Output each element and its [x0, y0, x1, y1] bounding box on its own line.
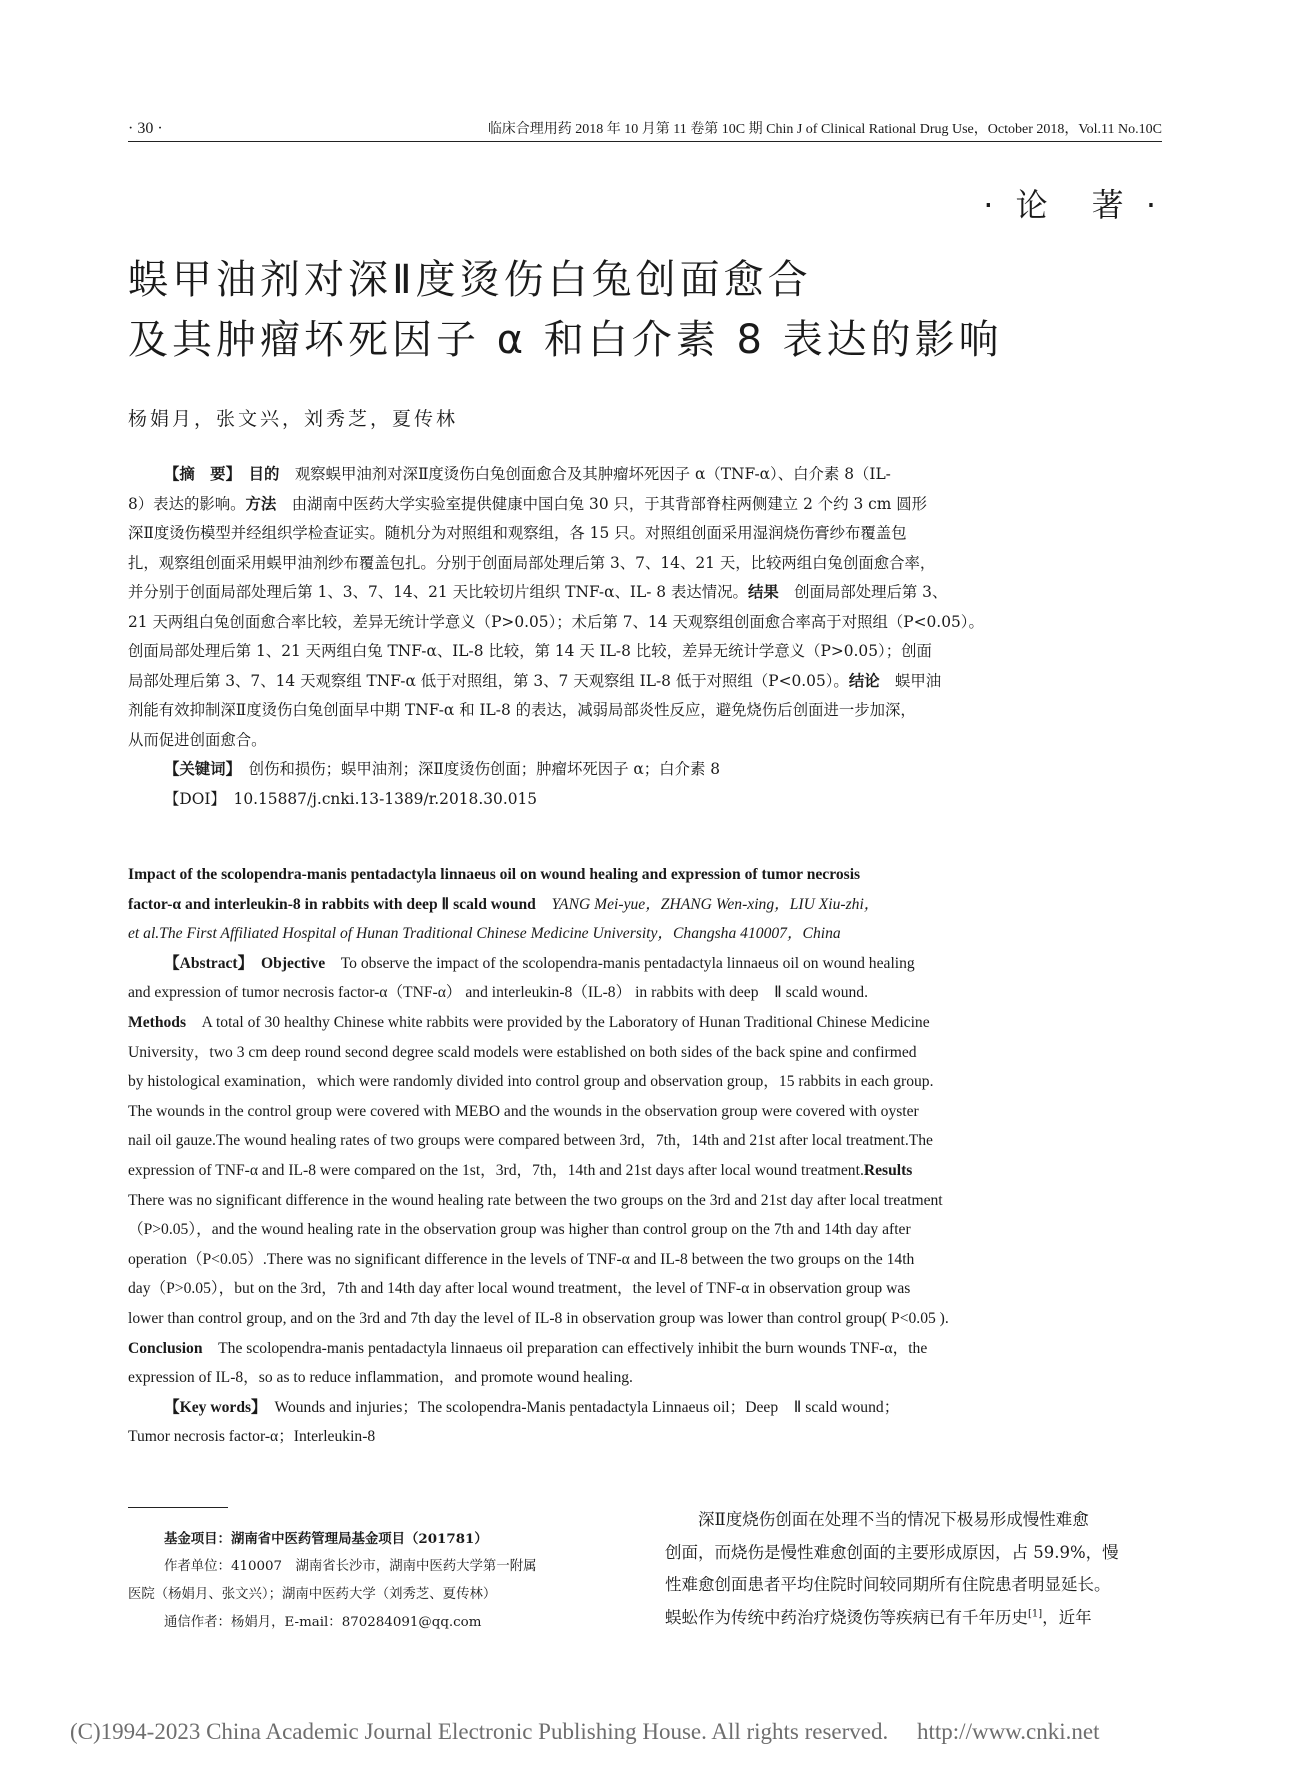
section-label: · 论 著 · [983, 186, 1162, 224]
keywords-en-label: 【Key words】 [164, 1398, 259, 1416]
abstract-en-line: lower than control group, and on the 3rd and 7th day the level of IL-8 in observation group was lower than control group( P<0.05 ). [128, 1309, 949, 1327]
doi-value: 10.15887/j.cnki.13-1389/r.2018.30.015 [233, 789, 538, 808]
results-label: 结果 [747, 583, 795, 601]
abstract-cn-line: 局部处理后第 3、7、14 天观察组 TNF-α 低于对照组，第 3、7 天观察组 IL-8 低于对照组（P<0.05）。结论 蜈甲油 [128, 671, 942, 690]
abstract-cn-line: 创面局部处理后第 1、21 天两组白兔 TNF-α、IL-8 比较，第 14 天 IL-8 比较，差异无统计学意义（P>0.05）；创面 [128, 642, 932, 660]
abstract-en-line: There was no significant difference in the wound healing rate between the two groups on the 3rd and 21st day after local treatment [128, 1191, 943, 1209]
abstract-en-line: expression of IL-8，so as to reduce inflammation，and promote wound healing. [128, 1369, 633, 1387]
abstract-cn-line: 8）表达的影响。方法 由湖南中医药大学实验室提供健康中国白兔 30 只，于其背部脊柱两侧建立 2 个约 3 cm 圆形 [128, 494, 928, 513]
keywords-cn-text: 创伤和损伤；蜈甲油剂；深Ⅱ度烫伤创面；肿瘤坏死因子 α；白介素 8 [248, 760, 721, 778]
abstract-cn-line: 并分别于创面局部处理后第 1、3、7、14、21 天比较切片组织 TNF-α、IL- 8 表达情况。结果 创面局部处理后第 3、 [128, 583, 948, 601]
footnotes [128, 1525, 648, 1637]
abstract-cn-line: 剂能有效抑制深Ⅱ度烫伤白兔创面早中期 TNF-α 和 IL-8 的表达，减弱局部炎性反应，避免烧伤后创面进一步加深， [128, 701, 916, 719]
conclusion-label: 结论 [848, 671, 896, 690]
english-affiliation: et al.The First Affiliated Hospital of Hunan Traditional Chinese Medicine University，Changsha 410007，China [128, 925, 841, 943]
objective-label: Objective [261, 954, 326, 972]
body-line: 性难愈创面患者平均住院时间较同期所有住院患者明显延长。 [665, 1575, 1111, 1594]
abstract-cn-line: 【摘 要】 目的 观察蜈甲油剂对深Ⅱ度烫伤白兔创面愈合及其肿瘤坏死因子 α（TNF-α）、白介素 8（IL- [164, 465, 891, 483]
abstract-en-line: Conclusion The scolopendra-manis pentadactyla linnaeus oil preparation can effectively inhibit the burn wounds TNF-α，the [128, 1339, 928, 1357]
journal-citation: 临床合理用药 2018 年 10 月第 11 卷第 10C 期 Chin J of Clinical Rational Drug Use，October 2018，Vol.11 No.10C [487, 122, 1162, 137]
affiliation-note-1: 作者单位：410007 湖南省长沙市，湖南中医药大学第一附属 [164, 1559, 537, 1574]
abstract-cn-line: 从而促进创面愈合。 [128, 730, 267, 749]
doi-line [128, 785, 1164, 815]
title-line-1: 蜈甲油剂对深Ⅱ度烫伤白兔创面愈合 [128, 257, 812, 303]
reference-marker[interactable]: [1] [1028, 1608, 1043, 1619]
running-head [128, 112, 1162, 142]
chinese-abstract [128, 460, 1164, 814]
body-line: 蜈蚣作为传统中药治疗烧烫伤等疾病已有千年历史[1]，近年 [665, 1607, 1092, 1627]
copyright-watermark: (C)1994-2023 China Academic Journal Electronic Publishing House. All rights reserved. http://www.cnki.net [70, 1719, 1100, 1744]
page-number: · 30 · [128, 120, 163, 137]
abstract-cn-line: 扎，观察组创面采用蜈甲油剂纱布覆盖包扎。分别于创面局部处理后第 3、7、14、21 天，比较两组白兔创面愈合率， [128, 553, 936, 572]
keywords-en: 【Key words】 Wounds and injuries；The scolopendra-Manis pentadactyla Linnaeus oil；Deep Ⅱ scald wound； [164, 1398, 900, 1416]
methods-en-label: Methods [128, 1013, 187, 1031]
abstract-en-label: 【Abstract】 [164, 954, 246, 972]
correspondence-note: 通信作者：杨娟月，E-mail：870284091@qq.com [164, 1615, 482, 1630]
abstract-en-line: University，two 3 cm deep round second degree scald models were established on both sides of the back spine and confirmed [128, 1043, 917, 1061]
methods-label: 方法 [245, 494, 292, 513]
abstract-en-line: by histological examination，which were randomly divided into control group and observation group，15 rabbits in each group. [128, 1073, 934, 1091]
abstract-en-line: （P>0.05），and the wound healing rate in the observation group was higher than control group on the 7th and 14th day after [128, 1221, 911, 1239]
results-en-label: Results [863, 1161, 913, 1179]
doi-label: 【DOI】 [164, 789, 219, 808]
abstract-en-line: nail oil gauze.The wound healing rates of two groups were compared between 3rd，7th，14th and 21st after local treatment.The [128, 1132, 933, 1150]
fund-note: 基金项目：湖南省中医药管理局基金项目（201781） [164, 1531, 488, 1547]
title-line-2: 及其肿瘤坏死因子 α 和白介素 8 表达的影响 [128, 317, 1003, 363]
keywords-en-line-2: Tumor necrosis factor-α；Interleukin-8 [128, 1428, 376, 1446]
abstract-en-line: expression of TNF-α and IL-8 were compared on the 1st，3rd，7th，14th and 21st days after local wound treatment.Results [128, 1161, 913, 1179]
abstract-cn-label: 【摘 要】 目的 [164, 465, 295, 483]
english-abstract [128, 860, 1164, 1452]
keywords-cn [128, 755, 1164, 785]
body-line: 深Ⅱ度烧伤创面在处理不当的情况下极易形成慢性难愈 [698, 1510, 1089, 1529]
english-title-line-1: Impact of the scolopendra-manis pentadactyla linnaeus oil on wound healing and expression of tumor necrosis [128, 866, 861, 883]
article-title [128, 250, 1168, 370]
abstract-en-line: and expression of tumor necrosis factor-α（TNF-α） and interleukin-8（IL-8） in rabbits with deep Ⅱ scald wound. [128, 984, 868, 1002]
body-line: 创面，而烧伤是慢性难愈创面的主要形成原因，占 59.9%，慢 [665, 1542, 1119, 1562]
english-authors: YANG Mei-yue，ZHANG Wen-xing，LIU Xiu-zhi， [551, 895, 880, 913]
english-title-line-2: factor-α and interleukin-8 in rabbits with deep Ⅱ scald wound YANG Mei-yue，ZHANG Wen-xing，LIU Xiu-zhi， [128, 895, 880, 913]
author-list: 杨娟月，张文兴，刘秀芝，夏传林 [128, 408, 459, 430]
abstract-en-line: day（P>0.05），but on the 3rd，7th and 14th day after local wound treatment，the level of TNF-α in observation group was [128, 1280, 911, 1298]
affiliation-note-2: 医院（杨娟月、张文兴）；湖南中医药大学（刘秀芝、夏传林） [128, 1587, 497, 1602]
abstract-en-line: Methods A total of 30 healthy Chinese white rabbits were provided by the Laboratory of Hunan Traditional Chinese Medicine [128, 1013, 930, 1031]
abstract-en-line: operation（P<0.05）.There was no significant difference in the levels of TNF-α and IL-8 between the two groups on the 14th [128, 1250, 915, 1268]
footnote-divider [128, 1507, 228, 1508]
keywords-cn-label: 【关键词】 [164, 760, 234, 778]
abstract-cn-line: 21 天两组白兔创面愈合率比较，差异无统计学意义（P>0.05）；术后第 7、14 天观察组创面愈合率高于对照组（P<0.05）。 [128, 612, 984, 631]
body-text-column [665, 1504, 1165, 1634]
abstract-cn-line: 深Ⅱ度烫伤模型并经组织学检查证实。随机分为对照组和观察组，各 15 只。对照组创面采用湿润烧伤膏纱布覆盖包 [128, 524, 907, 542]
conclusion-en-label: Conclusion [128, 1339, 203, 1357]
abstract-en-line: The wounds in the control group were covered with MEBO and the wounds in the observation group were covered with oyster [128, 1102, 919, 1120]
abstract-en-line: 【Abstract】 Objective To observe the impact of the scolopendra-manis pentadactyla linnaeus oil on wound healing [164, 954, 915, 972]
